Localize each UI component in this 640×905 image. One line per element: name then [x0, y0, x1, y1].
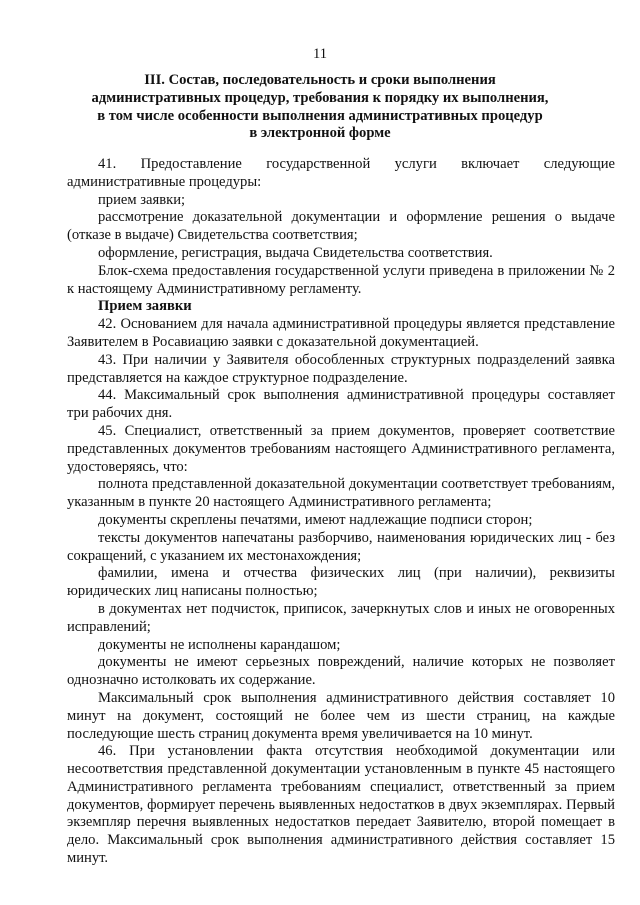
paragraph-44: 44. Максимальный срок выполнения административной процедуры составляет три рабочих дня.	[67, 387, 615, 422]
document-body	[67, 156, 615, 868]
list-item-procedure: оформление, регистрация, выдача Свидетельства соответствия.	[98, 244, 493, 261]
paragraph-42: 42. Основанием для начала административной процедуры является представление Заявителем в Росавиацию заявки с доказательной документацией.	[67, 316, 615, 350]
list-item-check: фамилии, имена и отчества физических лиц (при наличии), реквизиты юридических лиц написаны полностью;	[67, 565, 615, 600]
list-item-procedure: прием заявки;	[98, 191, 186, 208]
list-item-check: документы скреплены печатями, имеют надлежащие подписи сторон;	[98, 511, 533, 528]
list-item-check: полнота представленной доказательной документации соответствует требованиям, указанным в пункте 20 настоящего Административного регламента;	[67, 476, 615, 511]
paragraph-43: 43. При наличии у Заявителя обособленных структурных подразделений заявка представляется на каждое структурное подразделение.	[67, 351, 615, 386]
list-item-procedure: рассмотрение доказательной документации и оформление решения о выдаче (отказе в выдаче) Свидетельства соответствия;	[67, 209, 615, 244]
section-heading-line: в электронной форме	[249, 125, 391, 142]
section-heading-line: III. Состав, последовательность и сроки выполнения	[144, 72, 496, 88]
list-item-check: документы не исполнены карандашом;	[98, 636, 341, 653]
section-heading-line: административных процедур, требования к порядку их выполнения,	[91, 89, 549, 106]
paragraph-46: 46. При установлении факта отсутствия необходимой документации или несоответствия представленной документации установленным в пункте 45 настоящего Административного регламента требованиям специалист, ответственный за прием документов, формирует перечень выявленных недостатков в двух экземплярах. Первый экземпляр перечня выявленных недостатков передает Заявителю, второй помещает в дело. Максимальный срок выполнения административного действия составляет 15 минут.	[67, 743, 615, 867]
subheading-application-intake: Прием заявки	[98, 298, 192, 315]
list-item-check: документы не имеют серьезных повреждений, наличие которых не позволяет однозначно истолковать их содержание.	[67, 654, 615, 689]
paragraph-flowchart-reference: Блок-схема предоставления государственной услуги приведена в приложении № 2 к настоящему Административному регламенту.	[67, 262, 615, 297]
section-heading-line: в том числе особенности выполнения административных процедур	[97, 107, 543, 124]
list-item-check: в документах нет подчисток, приписок, зачеркнутых слов и иных не оговоренных исправлений;	[67, 600, 615, 635]
page-number: 11	[312, 46, 328, 62]
paragraph-41: 41. Предоставление государственной услуги включает следующие административные процедуры:	[67, 156, 615, 190]
list-item-check: тексты документов напечатаны разборчиво, наименования юридических лиц - без сокращений, с указанием их местонахождения;	[67, 529, 615, 564]
section-heading	[70, 72, 570, 143]
paragraph-45: 45. Специалист, ответственный за прием документов, проверяет соответствие представленных документов требованиям настоящего Административного регламента, удостоверяясь, что:	[67, 422, 615, 475]
paragraph-max-time: Максимальный срок выполнения административного действия составляет 10 минут на документ, состоящий не более чем из шести страниц, на каждые последующие шесть страниц документа время увеличивается на 10 минут.	[67, 689, 615, 742]
